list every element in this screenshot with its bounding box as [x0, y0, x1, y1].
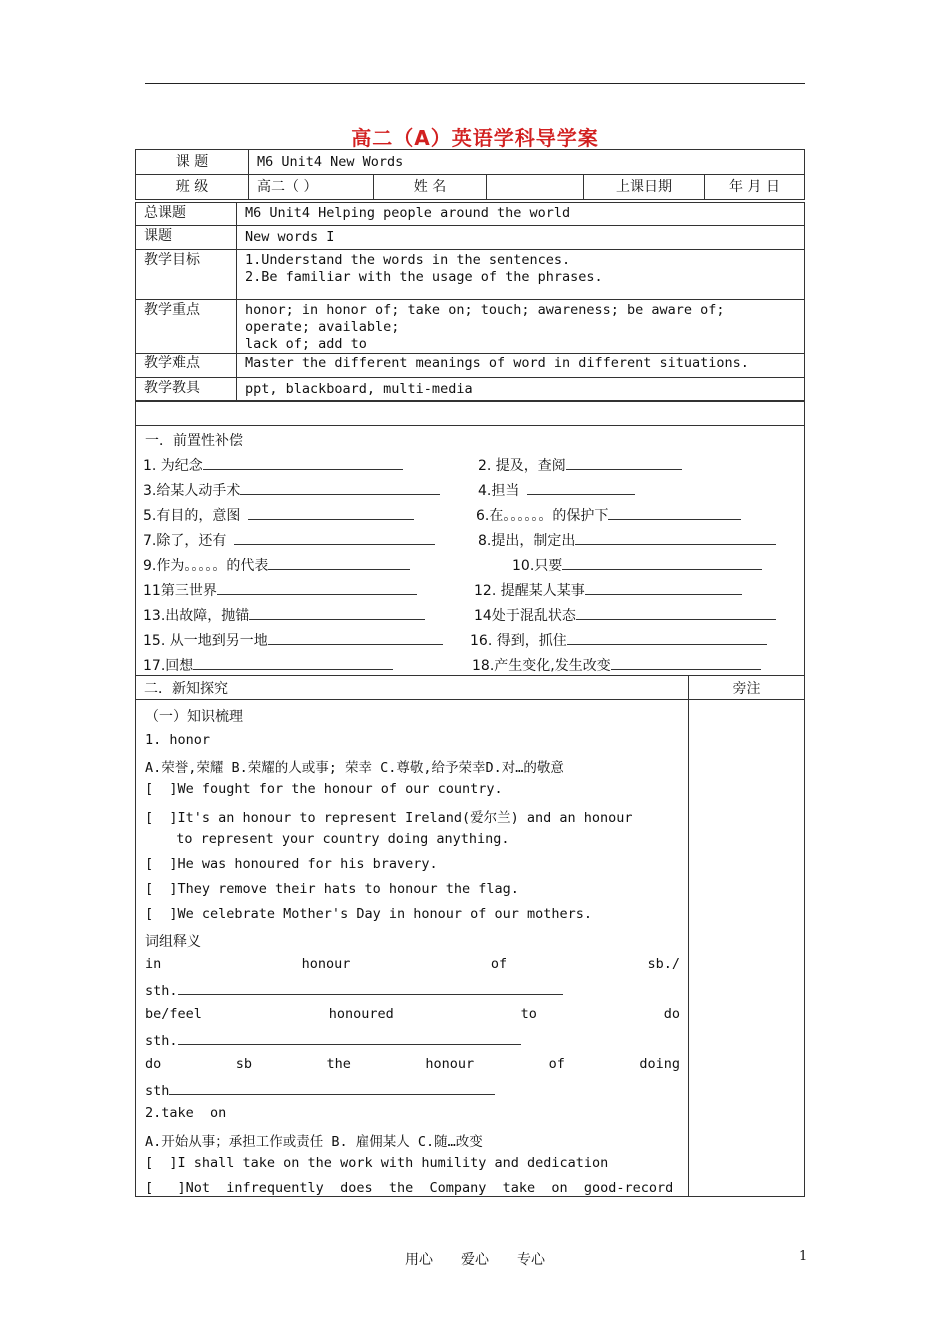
- info-label: 教学重点: [136, 300, 237, 354]
- info-value: ppt, blackboard, multi-media: [237, 378, 805, 402]
- list-item: 5.有目的，意图: [143, 505, 414, 525]
- example-sentence: [ ]They remove their hats to honour the flag.: [145, 881, 519, 897]
- takeon-meanings: A.开始从事；承担工作或责任 B. 雇佣某人 C.随…改变: [145, 1134, 483, 1150]
- list-item: 7.除了，还有: [143, 530, 435, 550]
- example-sentence: [ ]I shall take on the work with humility and dedication: [145, 1155, 609, 1171]
- section2-heading: 二．新知探究: [136, 676, 689, 700]
- example-sentence: [ ]We fought for the honour of our country.: [145, 781, 503, 797]
- info-table: [135, 202, 805, 402]
- page-title: 高二（A）英语学科导学案: [351, 126, 599, 150]
- info-value: M6 Unit4 Helping people around the world: [237, 203, 805, 226]
- list-item: 2. 提及，查阅: [478, 455, 682, 475]
- info-value: honor; in honor of; take on; touch; awareness; be aware of; operate; available; lack of; add to: [237, 300, 805, 354]
- example-sentence: [ ]We celebrate Mother's Day in honour of our mothers.: [145, 906, 593, 922]
- date-label: 上课日期: [584, 175, 705, 200]
- info-value: New words I: [237, 226, 805, 250]
- phrase-line: do sb the honour of doing: [145, 1056, 680, 1072]
- class-value: 高二（ ）: [249, 175, 374, 200]
- name-field: [487, 175, 584, 200]
- honor-meanings: A.荣誉,荣耀 B.荣耀的人或事; 荣幸 C.尊敬,给予荣幸D.对…的敬意: [145, 760, 564, 776]
- spacer-row: [136, 401, 805, 426]
- side-heading: 旁注: [689, 676, 805, 700]
- list-item: 9.作为。。。。。的代表: [143, 555, 410, 575]
- list-item: 11第三世界: [143, 580, 417, 600]
- phrase-heading: 词组释义: [145, 934, 201, 950]
- header-table: [135, 149, 805, 200]
- phrase-line: in honour of sb./: [145, 956, 680, 972]
- class-label: 班 级: [136, 175, 249, 200]
- list-item: 4.担当: [478, 480, 635, 500]
- list-item: 15. 从一地到另一地: [143, 630, 443, 650]
- phrase-blank: sth: [145, 1081, 495, 1099]
- topic-value: M6 Unit4 New Words: [249, 150, 805, 175]
- knowledge-subheading: （一）知识梳理: [145, 709, 243, 725]
- list-item: 3.给某人动手术: [143, 480, 440, 500]
- name-label: 姓 名: [374, 175, 487, 200]
- info-label: 教学教具: [136, 378, 237, 402]
- footer-motto: 用心 爱心 专心: [405, 1252, 545, 1268]
- section1-heading: 一．前置性补偿: [145, 433, 243, 449]
- list-item: 6.在。。。。。。的保护下: [476, 505, 741, 525]
- date-value: 年 月 日: [705, 175, 805, 200]
- page-number: 1: [799, 1249, 808, 1264]
- list-item: 12. 提醒某人某事: [474, 580, 742, 600]
- example-sentence: [ ]It's an honour to represent Ireland(爱尔兰) and an honour: [145, 810, 633, 826]
- example-sentence: [ ]He was honoured for his bravery.: [145, 856, 438, 872]
- list-item: 16. 得到，抓住: [470, 630, 767, 650]
- list-item: 13.出故障，抛锚: [143, 605, 425, 625]
- list-item: 14处于混乱状态: [474, 605, 776, 625]
- example-sentence: to represent your country doing anything.: [160, 831, 510, 847]
- list-item: 10.只要: [512, 555, 762, 575]
- info-value: Master the different meanings of word in different situations.: [237, 354, 805, 378]
- example-sentence: [ ]Not infrequently does the Company take on good-record: [145, 1180, 674, 1196]
- info-label: 教学目标: [136, 250, 237, 300]
- honor-title: 1. honor: [145, 732, 211, 748]
- info-value: 1.Understand the words in the sentences. 2.Be familiar with the usage of the phrases.: [237, 250, 805, 300]
- list-item: 18.产生变化,发生改变: [472, 655, 761, 675]
- info-label: 课题: [136, 226, 237, 250]
- phrase-blank: sth.: [145, 981, 563, 999]
- top-rule: [145, 83, 805, 84]
- takeon-title: 2.take on: [145, 1105, 227, 1121]
- topic-label: 课 题: [136, 150, 249, 175]
- list-item: 17.回想: [143, 655, 393, 675]
- phrase-blank: sth.: [145, 1031, 521, 1049]
- info-label: 总课题: [136, 203, 237, 226]
- info-label: 教学难点: [136, 354, 237, 378]
- phrase-line: be/feel honoured to do: [145, 1006, 680, 1022]
- side-note-cell: [689, 700, 805, 1197]
- list-item: 8.提出，制定出: [478, 530, 776, 550]
- list-item: 1. 为纪念: [143, 455, 403, 475]
